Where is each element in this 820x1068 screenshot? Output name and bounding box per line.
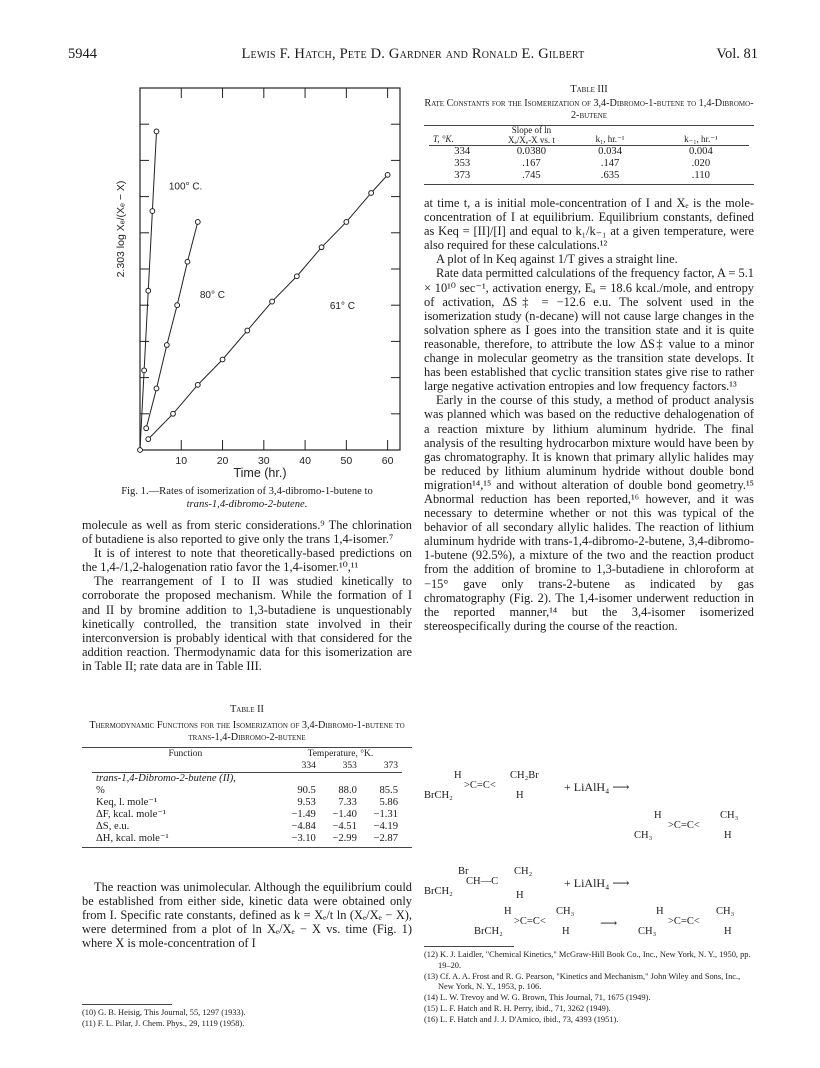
i-double-bond: >C=C< [514, 916, 546, 927]
r2-top-right: CH₂ [514, 866, 533, 877]
footnote: (11) F. L. Pilar, J. Chem. Phys., 29, 1119 (1958). [82, 1018, 245, 1028]
table-2-rule-bottom [82, 847, 412, 848]
table-2-grid [92, 748, 402, 845]
left-column-continued [82, 880, 412, 950]
reagent-2: + LiAlH₄ ⟶ [564, 876, 630, 890]
table-3-row [429, 170, 749, 182]
data-point [150, 209, 155, 214]
footnote: (15) L. F. Hatch and R. H. Perry, ibid., 71, 3262 (1949). [424, 1003, 611, 1013]
table-2-cell: −4.51 [332, 821, 357, 832]
table-2-cell: −3.10 [291, 833, 316, 844]
r2-middle: CH—C [466, 876, 499, 887]
table-3-cell: 0.034 [598, 146, 622, 157]
right-paragraph-4: Early in the course of this study, a method of product analysis was planned which was based on the reductive dehalogenation of a reaction mixture by lithium aluminum hydride. The final analysis of the resulting hydrocarbon mixture would have been by gas chromatography. It is known that primary allylic halides may be reduced by lithium aluminum hydride without double bond migration¹⁴,¹⁵ and without alteration of double bond geometry.¹⁵ Abnormal reduction has been reported,¹⁶ however, and it was necessary to determine whether or not this was typical of the behavior of all secondary allylic halides. The reaction of lithium aluminum hydride with trans-1,4-dibromo-2-butene, 3,4-dibromo-1-butene (92.5%), a mixture of the two and the reaction product from the addition of bromine to 1,3-butadiene in chloroform at −15° gave only trans-2-butene as indicated by gas chromatography (Fig. 2). The 1,4-isomer underwent reduction in the reported manner,¹⁴ but the 3,4-isomer isomerized stereospecifically during the course of the reaction. [424, 393, 754, 633]
table-2-row [92, 785, 402, 797]
table-3-cell: 0.004 [688, 146, 713, 157]
plot-frame [140, 88, 400, 450]
table-2-cell: −1.49 [291, 809, 316, 820]
table-3-caption: Rate Constants for the Isomerization of 3,4-Dibromo-1-butene to 1,4-Dibromo-2-butene [424, 98, 754, 121]
table-2-temp: 334 [301, 761, 316, 771]
r2-bottom-left: BrCH₂ [424, 886, 453, 897]
table-2-row-label: ΔS, e.u. [96, 821, 130, 832]
right-paragraph-1: at time t, a is initial mole-concentration of I and Xₑ is the mole-concentration of I at equilibrium. Equilibrium constants, defined as Keq = [II]/[I] and equal to k₁/k₋₁ at a given temperature, were also required for these calculations.¹² [424, 196, 754, 253]
table-3-rule-bottom [424, 184, 754, 185]
table-2-row [92, 833, 402, 845]
table-2-temp: 353 [342, 761, 357, 771]
table-2-temp-header: Temperature, °K. [307, 749, 374, 759]
r2-bottom-right: H [516, 890, 524, 901]
data-point [195, 220, 200, 225]
p1-double-bond: >C=C< [668, 820, 700, 831]
x-tick-label: 20 [216, 455, 229, 467]
p2-top-left: H [656, 906, 664, 917]
footnote: (14) L. W. Trevoy and W. G. Brown, This Journal, 71, 1675 (1949). [424, 993, 651, 1003]
table-2-row [92, 773, 402, 785]
data-point [142, 368, 147, 373]
data-point [144, 426, 149, 431]
r1-bottom-left: BrCH₂ [424, 790, 453, 801]
footnote: (13) Cf. A. A. Frost and R. G. Pearson, "Kinetics and Mechanism," John Wiley and Sons, Inc., New York, N. Y., 1953, p. 106. [424, 971, 741, 992]
table-2-cell: −1.31 [373, 809, 398, 820]
table-3-row [429, 158, 749, 170]
series-label: 61° C [329, 300, 355, 312]
table-2-cell: 5.86 [379, 797, 398, 808]
page-header [68, 46, 758, 66]
r1-double-bond: >C=C< [464, 780, 496, 791]
footnote: (16) L. F. Hatch and J. J. D'Amico, ibid., 73, 4393 (1951). [424, 1014, 619, 1024]
data-point [171, 411, 176, 416]
i-bottom-left: BrCH₂ [474, 926, 503, 937]
data-point [138, 448, 143, 453]
table-2-row [92, 821, 402, 833]
data-point [175, 303, 180, 308]
data-point [385, 172, 390, 177]
x-tick-label: 30 [257, 455, 270, 467]
p2-top-right: CH₃ [716, 906, 735, 917]
i-top-left: H [504, 906, 512, 917]
reaction-arrow: ⟶ [600, 916, 618, 930]
table-3-row [429, 146, 749, 158]
data-point [319, 245, 324, 250]
table-3-cell: .167 [522, 158, 541, 169]
p1-top-left: H [654, 810, 662, 821]
data-point [245, 328, 250, 333]
table-2-cell: −2.99 [332, 833, 357, 844]
rate-plot [104, 80, 414, 480]
table-2-cell: 90.5 [297, 785, 316, 796]
table-2-cell: −2.87 [373, 833, 398, 844]
table-3-cell: .147 [600, 158, 620, 169]
footnote-rule [424, 946, 514, 947]
table-3-title: Table III [570, 84, 608, 95]
table-2-cell [361, 773, 402, 785]
data-point [369, 191, 374, 196]
data-point [220, 357, 225, 362]
table-3-cell: 0.0380 [516, 146, 546, 157]
table-2-row [92, 797, 402, 809]
data-point [185, 259, 190, 264]
figure-1 [104, 80, 414, 480]
table-2-cell: 7.33 [338, 797, 357, 808]
footnote: (10) G. B. Heisig, This Journal, 55, 1297 (1933). [82, 1008, 246, 1017]
figure-1-caption [82, 486, 412, 511]
table-2-cell: 9.53 [297, 797, 316, 808]
table-3-col-temp: T, °K. [433, 134, 454, 144]
x-tick-label: 60 [381, 455, 394, 467]
table-2-cell: −4.19 [373, 821, 398, 832]
table-3-col-km1: k₋₁, hr.⁻¹ [684, 134, 718, 144]
figure-caption-line-2: trans-1,4-dibromo-2-butene. [186, 498, 308, 510]
left-paragraph-3: The rearrangement of I to II was studied kinetically to corroborate the proposed mechanism. While the formation of I and II by bromine addition to 1,3-butadiene is unquestionably kinetically controlled, the transition state involved in their interconversion is probably identical with that considered for the addition reaction. Thermodynamic data for this isomerization are in Table II; rate data are in Table III. [82, 574, 412, 673]
running-authors: Lewis F. Hatch, Pete D. Gardner and Ronald E. Gilbert [241, 46, 585, 62]
table-2-cell: −1.40 [332, 809, 357, 820]
footnotes-right [424, 946, 754, 1026]
r2-top-left: Br [458, 866, 469, 877]
i-bottom-right: H [562, 926, 570, 937]
left-paragraph-4: The reaction was unimolecular. Although the equilibrium could be established from either side, kinetic data were obtained only from I. Specific rate constants, defined as k = Xₑ/t ln (Xₑ/Xₑ − X), were determined from a plot of ln Xₑ/Xₑ − X vs. time (Fig. 1) where X is mole-concentration of I [82, 880, 412, 951]
i-top-right: CH₃ [556, 906, 575, 917]
table-2-cell: 88.0 [338, 785, 357, 796]
p1-top-right: CH₃ [720, 810, 739, 821]
table-2-cell: 85.5 [379, 785, 398, 796]
table-3 [424, 84, 754, 185]
right-paragraph-3: Rate data permitted calculations of the frequency factor, A = 5.1 × 10¹⁰ sec⁻¹, activation energy, Eₐ = 18.6 kcal./mole, and entropy of activation, ΔS‡ = −12.6 e.u. The solvent used in the isomerization study (n-decane) will not cause large changes in the solvation sphere as I goes into the transition state and it is quite reasonable, therefore, to attribute the low ΔS‡ value to a minor change in molecular geometry as the transition state develops. It has been established that cyclic transition states give rise to rather large negative activation entropies and low frequency factors.¹³ [424, 266, 754, 394]
table-2-row-label: ΔH, kcal. mole⁻¹ [96, 833, 169, 844]
data-point [146, 437, 151, 442]
table-3-cell: .635 [600, 170, 620, 181]
data-point [344, 220, 349, 225]
r1-top-left: H [454, 770, 462, 781]
p1-bottom-left: CH₃ [634, 830, 653, 841]
data-point [154, 129, 159, 134]
figure-caption-line-1: Fig. 1.—Rates of isomerization of 3,4-dibromo-1-butene to [121, 486, 373, 497]
data-point [270, 299, 275, 304]
series-line [146, 222, 198, 428]
volume-number: Vol. 81 [716, 46, 758, 62]
left-column [82, 518, 412, 673]
page-number: 5944 [68, 46, 97, 62]
data-point [164, 343, 169, 348]
data-point [195, 382, 200, 387]
table-3-grid [429, 126, 749, 182]
reagent-1: + LiAlH₄ ⟶ [564, 780, 630, 794]
x-tick-label: 50 [340, 455, 353, 467]
p2-bottom-left: CH₃ [638, 926, 657, 937]
data-point [294, 274, 299, 279]
table-2-temp: 373 [383, 761, 398, 771]
table-3-cell: .745 [522, 170, 541, 181]
right-paragraph-2: A plot of ln Keq against 1/T gives a straight line. [436, 252, 678, 267]
right-column [424, 196, 754, 633]
table-3-cell: 373 [454, 170, 471, 181]
p1-bottom-right: H [724, 830, 732, 841]
table-2-row-label: Keq, l. mole⁻¹ [96, 797, 158, 808]
table-3-cell: 334 [454, 146, 471, 157]
series-label: 80° C [199, 289, 225, 301]
y-axis-label: 2.303 log Xₑ/(Xₑ − X) [115, 180, 127, 278]
table-2-caption: Thermodynamic Functions for the Isomerization of 3,4-Dibromo-1-butene to trans-1,4-Dibromo-2-butene [89, 720, 405, 743]
x-axis-label: Time (hr.) [233, 466, 287, 480]
x-tick-label: 40 [299, 455, 311, 467]
table-3-cell: 353 [454, 158, 471, 169]
left-paragraph-1: molecule as well as from steric considerations.⁹ The chlorination of butadiene is also reported to give only the trans 1,4-isomer.⁷ [82, 518, 412, 547]
table-3-cell: .020 [691, 158, 711, 169]
table-2-title: Table II [230, 704, 264, 715]
r1-top-right: CH₂Br [510, 770, 539, 781]
table-2-row-label: % [96, 785, 105, 796]
data-point [154, 386, 159, 391]
left-paragraph-2: It is of interest to note that theoretically-based predictions on the 1,4-/1,2-halogenation ratio favor the 1,4-isomer.¹⁰,¹¹ [82, 546, 412, 575]
footnote: (12) K. J. Laidler, "Chemical Kinetics," McGraw-Hill Book Co., Inc., New York, N. Y., 1950, pp. 19–20. [424, 950, 751, 970]
data-point [146, 288, 151, 293]
table-2-cell: −4.84 [291, 821, 316, 832]
p2-bottom-right: H [724, 926, 732, 937]
table-3-col-k1: k₁, hr.⁻¹ [595, 134, 625, 144]
r1-bottom-right: H [516, 790, 524, 801]
table-2-cell [320, 773, 361, 785]
table-2-row-label: trans-1,4-Dibromo-2-butene (II), [96, 773, 236, 784]
table-3-cell: .110 [691, 170, 710, 181]
footnote-rule [82, 1004, 172, 1005]
x-tick-label: 10 [175, 455, 188, 467]
table-2-col-function: Function [168, 749, 203, 759]
table-3-col-slope: Slope of ln Xₑ/Xₑ-X vs. t [508, 125, 555, 145]
p2-double-bond: >C=C< [668, 916, 700, 927]
table-2-cell [279, 773, 320, 785]
series-label: 100° C. [168, 181, 203, 193]
footnotes-left [82, 1004, 412, 1030]
table-2-row-label: ΔF, kcal. mole⁻¹ [96, 809, 167, 820]
table-2-row [92, 809, 402, 821]
table-2 [82, 704, 412, 848]
